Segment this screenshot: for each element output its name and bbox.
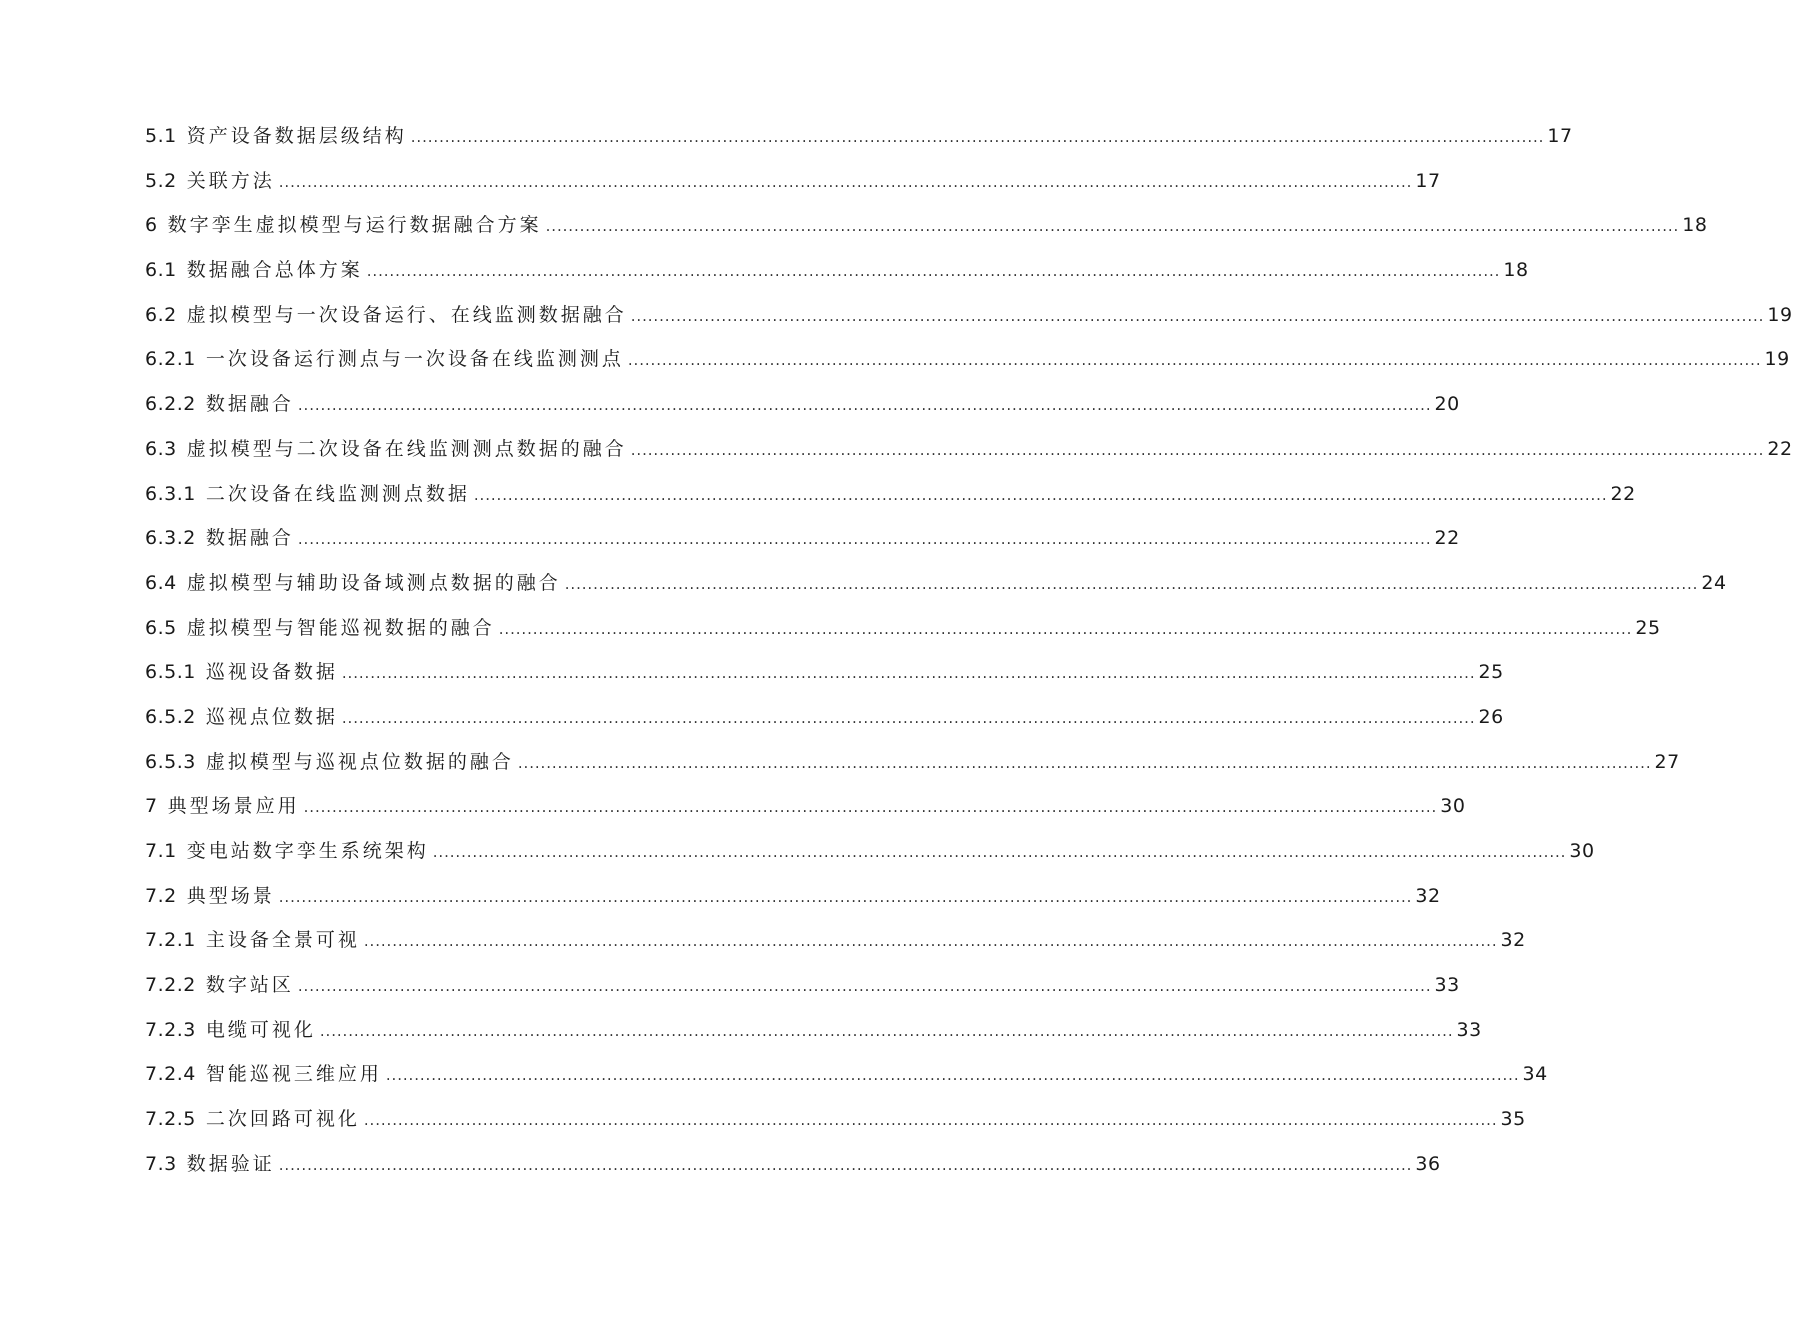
toc-leader-dots: ........................................................................................................................................................................................................ — [297, 530, 1432, 549]
toc-entry-number: 6.5 — [145, 616, 177, 639]
toc-entry-number: 6.5.1 — [145, 661, 196, 684]
toc-leader-dots: ........................................................................................................................................................................................................ — [432, 843, 1567, 861]
toc-leader-dots: ........................................................................................................................................................................................................ — [297, 396, 1432, 415]
toc-entry-number: 6.2 — [145, 303, 177, 326]
toc-entry-number: 6.3.1 — [145, 482, 196, 505]
toc-entry-title: 典型场景应用 — [167, 795, 300, 818]
toc-entry[interactable] — [145, 121, 1573, 166]
toc-entry-number: 6.1 — [145, 259, 177, 282]
toc-leader-dots: ........................................................................................................................................................................................................ — [473, 485, 1608, 504]
toc-leader-dots: ........................................................................................................................................................................................................ — [627, 351, 1762, 370]
toc-entry-number: 7 — [145, 795, 158, 818]
toc-entry-title: 电缆可视化 — [205, 1018, 316, 1041]
toc-entry-page-number: 22 — [1610, 482, 1636, 505]
toc-entry-page-number: 30 — [1440, 795, 1466, 818]
toc-entry-number: 6.5.2 — [145, 705, 196, 728]
toc-leader-dots: ........................................................................................................................................................................................................ — [630, 306, 1765, 325]
toc-entry-title: 二次设备在线监测测点数据 — [205, 482, 470, 505]
toc-entry-title: 虚拟模型与巡视点位数据的融合 — [205, 750, 514, 773]
toc-entry[interactable] — [145, 925, 1526, 970]
toc-entry[interactable] — [145, 1015, 1482, 1060]
toc-leader-dots: ........................................................................................................................................................................................................ — [545, 217, 1680, 236]
toc-entry-page-number: 24 — [1701, 571, 1727, 594]
toc-entry[interactable] — [145, 300, 1793, 345]
toc-entry-title: 数字孪生虚拟模型与运行数据融合方案 — [167, 214, 542, 237]
toc-entry-title: 关联方法 — [186, 169, 275, 192]
toc-entry-page-number: 27 — [1654, 750, 1680, 773]
toc-leader-dots: ........................................................................................................................................................................................................ — [498, 619, 1633, 638]
toc-entry-page-number: 33 — [1434, 974, 1460, 997]
toc-entry-page-number: 30 — [1569, 840, 1595, 862]
toc-entry-title: 虚拟模型与一次设备运行、在线监测数据融合 — [186, 303, 627, 326]
toc-entry-page-number: 32 — [1500, 929, 1526, 952]
toc-entry-title: 数据融合总体方案 — [186, 259, 363, 282]
toc-entry-title: 主设备全景可视 — [205, 929, 360, 952]
toc-leader-dots: ........................................................................................................................................................................................................ — [278, 172, 1413, 191]
toc-leader-dots: ........................................................................................................................................................................................................ — [410, 128, 1545, 146]
toc-entry-page-number: 17 — [1547, 125, 1573, 147]
toc-entry-title: 数据验证 — [186, 1152, 275, 1175]
toc-leader-dots: ........................................................................................................................................................................................................ — [319, 1021, 1454, 1040]
toc-entry-number: 7.2.5 — [145, 1108, 196, 1131]
toc-entry-page-number: 20 — [1434, 393, 1460, 416]
toc-entry[interactable] — [145, 210, 1708, 255]
toc-entry[interactable] — [145, 389, 1460, 434]
toc-entry-page-number: 32 — [1415, 884, 1441, 907]
toc-entry-title: 资产设备数据层级结构 — [186, 125, 407, 147]
toc-entry-page-number: 35 — [1500, 1108, 1526, 1131]
toc-leader-dots: ........................................................................................................................................................................................................ — [385, 1066, 1520, 1085]
toc-entry-number: 6.2.2 — [145, 393, 196, 416]
toc-entry-number: 6.3.2 — [145, 527, 196, 550]
toc-entry-title: 数字站区 — [205, 974, 294, 997]
toc-entry-page-number: 18 — [1503, 259, 1529, 282]
toc-leader-dots: ........................................................................................................................................................................................................ — [363, 1111, 1498, 1130]
toc-entry-page-number: 18 — [1682, 214, 1708, 237]
toc-entry[interactable] — [145, 657, 1504, 702]
toc-entry-title: 虚拟模型与辅助设备域测点数据的融合 — [186, 571, 561, 594]
toc-entry-page-number: 17 — [1415, 169, 1441, 192]
toc-entry-page-number: 19 — [1764, 348, 1790, 371]
toc-entry-number: 7.2.4 — [145, 1063, 196, 1086]
toc-entry[interactable] — [145, 523, 1460, 568]
toc-leader-dots: ........................................................................................................................................................................................................ — [517, 753, 1652, 772]
table-of-contents — [145, 121, 1793, 1194]
toc-entry-title: 巡视点位数据 — [205, 705, 338, 728]
toc-entry[interactable] — [145, 568, 1727, 613]
toc-entry-title: 变电站数字孪生系统架构 — [186, 840, 429, 862]
toc-entry-title: 巡视设备数据 — [205, 661, 338, 684]
toc-entry-number: 7.2.1 — [145, 929, 196, 952]
toc-entry[interactable] — [145, 970, 1460, 1015]
toc-entry-number: 6.4 — [145, 571, 177, 594]
toc-entry[interactable] — [145, 344, 1790, 389]
toc-leader-dots: ........................................................................................................................................................................................................ — [278, 887, 1413, 906]
toc-entry[interactable] — [145, 747, 1680, 792]
toc-entry[interactable] — [145, 1149, 1441, 1194]
toc-entry-number: 7.3 — [145, 1152, 177, 1175]
toc-entry-number: 6.3 — [145, 437, 177, 460]
toc-entry-title: 虚拟模型与二次设备在线监测测点数据的融合 — [186, 437, 627, 460]
toc-entry-number: 7.2.2 — [145, 974, 196, 997]
toc-entry[interactable] — [145, 791, 1466, 836]
toc-entry-title: 虚拟模型与智能巡视数据的融合 — [186, 616, 495, 639]
toc-entry-title: 一次设备运行测点与一次设备在线监测测点 — [205, 348, 624, 371]
toc-entry[interactable] — [145, 434, 1793, 479]
toc-entry-page-number: 34 — [1522, 1063, 1548, 1086]
toc-leader-dots: ........................................................................................................................................................................................................ — [630, 440, 1765, 459]
toc-entry-page-number: 33 — [1456, 1018, 1482, 1041]
toc-entry-number: 7.2.3 — [145, 1018, 196, 1041]
toc-entry[interactable] — [145, 613, 1661, 658]
toc-entry-page-number: 19 — [1767, 303, 1793, 326]
toc-entry-page-number: 36 — [1415, 1152, 1441, 1175]
toc-leader-dots: ........................................................................................................................................................................................................ — [278, 1155, 1413, 1174]
toc-entry-title: 数据融合 — [205, 527, 294, 550]
toc-entry[interactable] — [145, 479, 1636, 524]
toc-entry[interactable] — [145, 166, 1441, 211]
toc-entry-title: 数据融合 — [205, 393, 294, 416]
toc-entry-page-number: 25 — [1478, 661, 1504, 684]
toc-entry-number: 7.1 — [145, 840, 177, 862]
toc-entry-number: 7.2 — [145, 884, 177, 907]
toc-entry-page-number: 25 — [1635, 616, 1661, 639]
toc-entry-number: 6.5.3 — [145, 750, 196, 773]
toc-leader-dots: ........................................................................................................................................................................................................ — [363, 932, 1498, 951]
toc-leader-dots: ........................................................................................................................................................................................................ — [297, 977, 1432, 996]
toc-entry[interactable] — [145, 702, 1504, 747]
toc-leader-dots: ........................................................................................................................................................................................................ — [564, 574, 1699, 593]
toc-leader-dots: ........................................................................................................................................................................................................ — [341, 664, 1476, 683]
toc-entry[interactable] — [145, 1059, 1548, 1104]
toc-entry[interactable] — [145, 836, 1595, 881]
toc-entry-number: 5.1 — [145, 125, 177, 147]
toc-entry[interactable] — [145, 255, 1529, 300]
toc-entry-number: 5.2 — [145, 169, 177, 192]
toc-entry[interactable] — [145, 1104, 1526, 1149]
toc-entry-title: 智能巡视三维应用 — [205, 1063, 382, 1086]
toc-entry-title: 二次回路可视化 — [205, 1108, 360, 1131]
toc-entry-title: 典型场景 — [186, 884, 275, 907]
toc-entry-number: 6 — [145, 214, 158, 237]
toc-leader-dots: ........................................................................................................................................................................................................ — [366, 262, 1501, 281]
toc-entry-page-number: 22 — [1434, 527, 1460, 550]
toc-entry-page-number: 26 — [1478, 705, 1504, 728]
toc-leader-dots: ........................................................................................................................................................................................................ — [341, 708, 1476, 727]
toc-entry[interactable] — [145, 881, 1441, 926]
toc-leader-dots: ........................................................................................................................................................................................................ — [303, 798, 1438, 817]
toc-entry-number: 6.2.1 — [145, 348, 196, 371]
toc-entry-page-number: 22 — [1767, 437, 1793, 460]
